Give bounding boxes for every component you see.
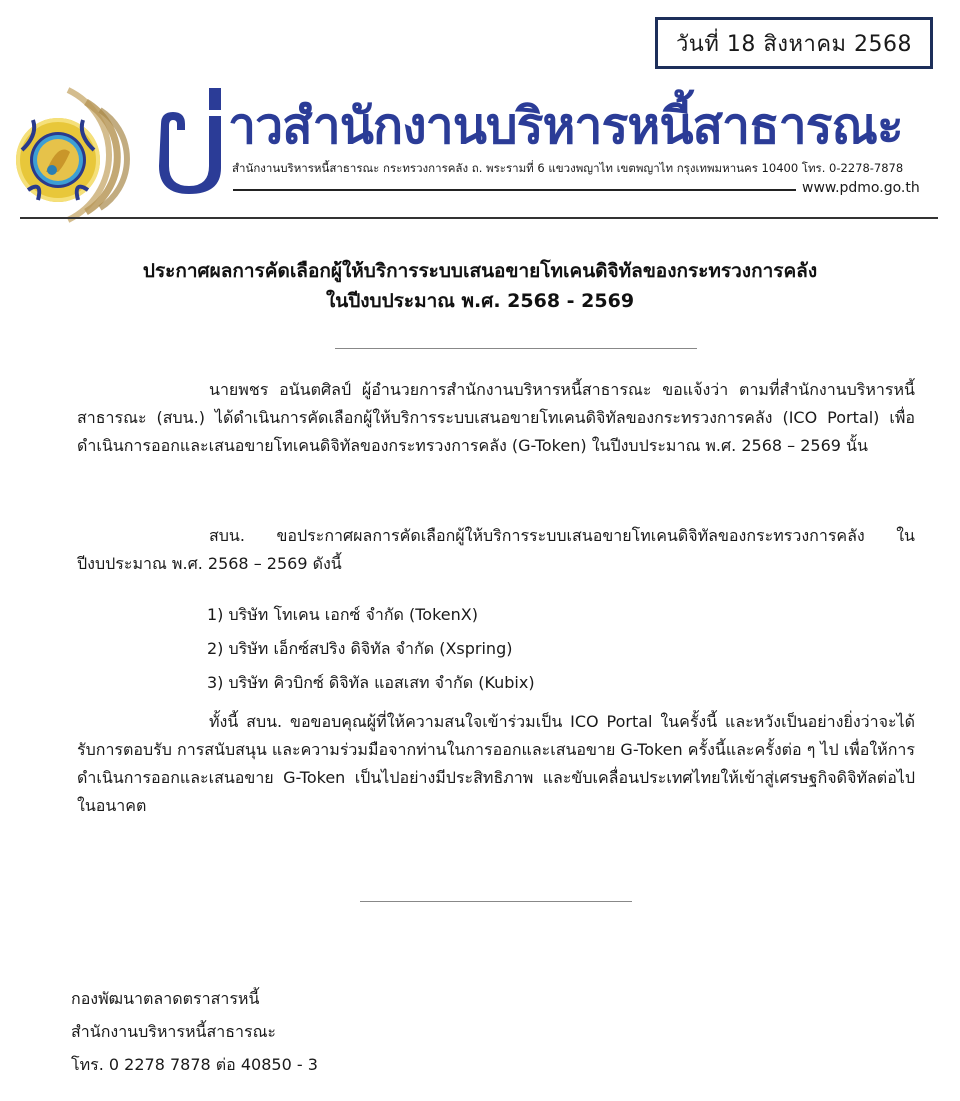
news-mark-icon — [155, 86, 227, 196]
paragraph-closing-text: ทั้งนี้ สบน. ขอขอบคุณผู้ที่ให้ความสนใจเข้าร่วมเป็น ICO Portal ในครั้งนี้ และหวังเป็นอย่างยิ่งว่าจะได้รับการตอบรับ การสนับสนุน และความร่วมมือจากท่านในการออกและเสนอขาย G-Token ครั้งนี้และครั้งต่อ ๆ ไป เพื่อให้การดำเนินการออกและเสนอขาย G-Token เป็นไปอย่างมีประสิทธิภาพ และขับเคลื่อนประเทศไทยให้เข้าสู่เศรษฐกิจดิจิทัลต่อไปในอนาคต — [77, 712, 915, 815]
document-title — [0, 256, 960, 316]
contact-office: สำนักงานบริหารหนี้สาธารณะ — [71, 1022, 276, 1041]
paragraph-announcement — [77, 522, 915, 578]
masthead-title: าวสำนักงานบริหารหนี้สาธารณะ — [228, 97, 903, 155]
list-item: 1) บริษัท โทเคน เอกซ์ จำกัด (TokenX) — [207, 605, 478, 624]
document-title-line-2: ในปีงบประมาณ พ.ศ. 2568 - 2569 — [325, 290, 635, 312]
paragraph-intro — [77, 376, 915, 460]
paragraph-announcement-text: สบน. ขอประกาศผลการคัดเลือกผู้ให้บริการระบบเสนอขายโทเคนดิจิทัลของกระทรวงการคลัง ในปีงบประมาณ พ.ศ. 2568 – 2569 ดังนี้ — [77, 526, 915, 573]
closing-divider — [360, 901, 632, 902]
date-box — [655, 17, 933, 69]
date-text: วันที่ 18 สิงหาคม 2568 — [675, 31, 913, 57]
masthead-rule — [233, 189, 796, 191]
contact-block — [71, 982, 318, 1081]
contact-division: กองพัฒนาตลาดตราสารหนี้ — [71, 989, 260, 1008]
selected-providers-list — [207, 598, 535, 700]
pdmo-logo-icon — [8, 80, 148, 225]
document-title-line-1: ประกาศผลการคัดเลือกผู้ให้บริการระบบเสนอขายโทเคนดิจิทัลของกระทรวงการคลัง — [142, 260, 818, 282]
masthead-address: สำนักงานบริหารหนี้สาธารณะ กระทรวงการคลัง ถ. พระรามที่ 6 แขวงพญาไท เขตพญาไท กรุงเทพมหานคร 10400 โทร. 0-2278-7878 — [232, 161, 904, 175]
title-divider — [335, 348, 697, 349]
masthead-website-link[interactable]: www.pdmo.go.th — [802, 180, 920, 196]
paragraph-intro-text: นายพชร อนันตศิลป์ ผู้อำนวยการสำนักงานบริหารหนี้สาธารณะ ขอแจ้งว่า ตามที่สำนักงานบริหารหนี้สาธารณะ (สบน.) ได้ดำเนินการคัดเลือกผู้ให้บริการระบบเสนอขายโทเคนดิจิทัลของกระทรวงการคลัง (ICO Portal) เพื่อดำเนินการออกและเสนอขายโทเคนดิจิทัลของกระทรวงการคลัง (G-Token) ในปีงบประมาณ พ.ศ. 2568 – 2569 นั้น — [77, 380, 915, 455]
paragraph-closing — [77, 708, 915, 820]
list-item: 2) บริษัท เอ็กซ์สปริง ดิจิทัล จำกัด (Xspring) — [207, 639, 513, 658]
header-divider — [20, 217, 938, 219]
contact-phone: โทร. 0 2278 7878 ต่อ 40850 - 3 — [71, 1055, 318, 1074]
list-item: 3) บริษัท คิวบิกซ์ ดิจิทัล แอสเสท จำกัด (Kubix) — [207, 673, 535, 692]
